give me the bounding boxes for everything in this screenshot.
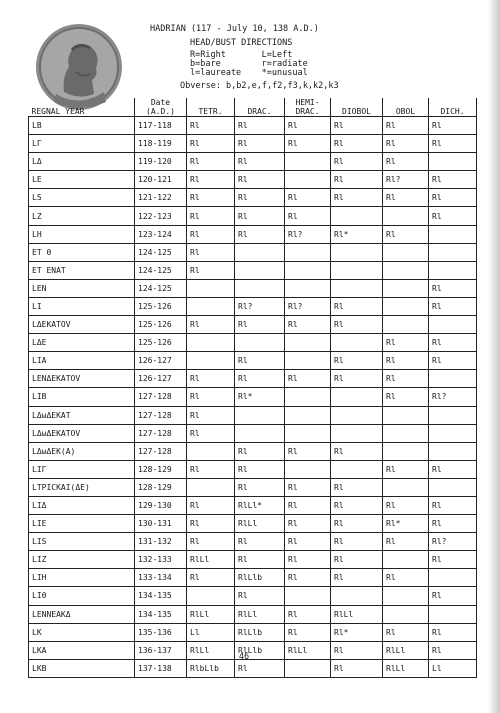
direction-cell [429, 569, 477, 587]
direction-cell: Rl [429, 515, 477, 533]
direction-cell [285, 153, 331, 171]
date-cell: 128-129 [135, 460, 187, 478]
table-row [29, 460, 477, 478]
direction-cell: RlLlb [235, 569, 285, 587]
date-cell: 125-126 [135, 334, 187, 352]
direction-cell: RlLl [187, 605, 235, 623]
direction-cell [429, 261, 477, 279]
regnal-year-cell: LΔEKATOV [29, 316, 135, 334]
page-subtitle: HEAD/BUST DIRECTIONS [190, 38, 293, 48]
table-row [29, 406, 477, 424]
direction-cell [331, 460, 383, 478]
direction-cell: Rl [383, 533, 429, 551]
direction-cell [285, 659, 331, 677]
date-cell: 121-122 [135, 189, 187, 207]
direction-cell: RlLl* [235, 496, 285, 514]
direction-cell: Rl [429, 496, 477, 514]
table-row [29, 388, 477, 406]
direction-cell: Rl [187, 533, 235, 551]
direction-cell: Rl [235, 189, 285, 207]
direction-cell: Rl [235, 225, 285, 243]
direction-cell: Rl [187, 424, 235, 442]
direction-cell [429, 316, 477, 334]
direction-cell: Rl [331, 352, 383, 370]
direction-cell: Rl [383, 388, 429, 406]
direction-cell: Rl [429, 117, 477, 135]
direction-cell: Rl [187, 225, 235, 243]
direction-cell [187, 297, 235, 315]
regnal-year-cell: LIθ [29, 587, 135, 605]
col-header-tetr: TETR. [187, 98, 235, 117]
direction-cell [285, 388, 331, 406]
regnal-year-cell: ET θ [29, 243, 135, 261]
direction-cell: Rl [429, 641, 477, 659]
direction-cell: Rl [187, 460, 235, 478]
direction-cell: Rl [187, 153, 235, 171]
date-cell: 127-128 [135, 442, 187, 460]
date-cell: 126-127 [135, 352, 187, 370]
direction-cell [235, 279, 285, 297]
date-cell: 122-123 [135, 207, 187, 225]
direction-cell: RlbLlb [187, 659, 235, 677]
table-row [29, 334, 477, 352]
table-header-row [29, 98, 477, 117]
direction-cell: Rl [187, 207, 235, 225]
direction-cell [285, 279, 331, 297]
table-row [29, 370, 477, 388]
direction-cell: Rl [187, 388, 235, 406]
direction-cell: RlLl [235, 605, 285, 623]
direction-cell: Rl [285, 569, 331, 587]
direction-cell: Rl [331, 515, 383, 533]
direction-cell: Rl [285, 478, 331, 496]
table-row [29, 551, 477, 569]
direction-cell [383, 605, 429, 623]
direction-cell: Rl? [429, 533, 477, 551]
direction-cell: Rl [383, 496, 429, 514]
direction-cell [285, 243, 331, 261]
direction-cell [383, 406, 429, 424]
table-row [29, 207, 477, 225]
date-cell: 126-127 [135, 370, 187, 388]
regnal-year-cell: LIΔ [29, 496, 135, 514]
direction-cell: RlLl [285, 641, 331, 659]
direction-cell: Rl [235, 478, 285, 496]
direction-cell: Rl [187, 261, 235, 279]
direction-cell: RlLl [383, 641, 429, 659]
regnal-year-cell: LENNEAKΔ [29, 605, 135, 623]
direction-cell [429, 424, 477, 442]
direction-cell: Rl [285, 515, 331, 533]
table-row [29, 605, 477, 623]
direction-cell [429, 442, 477, 460]
direction-cell: Rl* [331, 225, 383, 243]
date-cell: 137-138 [135, 659, 187, 677]
date-cell: 119-120 [135, 153, 187, 171]
regnal-year-cell: LIH [29, 569, 135, 587]
date-cell: 128-129 [135, 478, 187, 496]
date-cell: 132-133 [135, 551, 187, 569]
date-cell: 134-135 [135, 605, 187, 623]
regnal-year-cell: LIA [29, 352, 135, 370]
regnal-year-cell: LIZ [29, 551, 135, 569]
direction-cell: Rl [187, 316, 235, 334]
regnal-year-cell: ET ENAT [29, 261, 135, 279]
regnal-year-cell: LTPICKAI(ΔE) [29, 478, 135, 496]
direction-cell: RlLlb [235, 641, 285, 659]
page-number: 46 [238, 652, 250, 662]
table-row [29, 533, 477, 551]
col-header-drac: DRAC. [235, 98, 285, 117]
date-cell: 130-131 [135, 515, 187, 533]
direction-cell: Rl? [383, 171, 429, 189]
date-cell: 124-125 [135, 279, 187, 297]
col-header-obol: OBOL [383, 98, 429, 117]
direction-cell: Rl [235, 207, 285, 225]
direction-cell: Rl [187, 496, 235, 514]
direction-cell: Rl [331, 478, 383, 496]
col-header-diobol: DIOBOL [331, 98, 383, 117]
direction-cell [235, 261, 285, 279]
direction-cell [383, 587, 429, 605]
regnal-year-cell: LΔωΔEKATOV [29, 424, 135, 442]
table-row [29, 279, 477, 297]
direction-cell: Rl [235, 316, 285, 334]
table-row [29, 623, 477, 641]
table-row [29, 442, 477, 460]
direction-cell: Rl [285, 207, 331, 225]
regnal-year-cell: LKB [29, 659, 135, 677]
direction-cell [383, 442, 429, 460]
date-cell: 117-118 [135, 117, 187, 135]
direction-cell [383, 261, 429, 279]
legend-line: b=bare r=radiate [190, 59, 308, 69]
direction-cell: Rl [331, 297, 383, 315]
direction-cell [187, 587, 235, 605]
direction-cell: Rl [331, 496, 383, 514]
regnal-year-cell: LK [29, 623, 135, 641]
direction-cell: Rl [331, 569, 383, 587]
direction-cell [429, 153, 477, 171]
direction-cell [383, 207, 429, 225]
direction-cell: Rl [285, 551, 331, 569]
date-cell: 125-126 [135, 316, 187, 334]
col-header-hemi-drac: HEMI- DRAC. [285, 98, 331, 117]
regnal-year-cell: LΔωΔEK(A) [29, 442, 135, 460]
direction-cell: Ll [429, 659, 477, 677]
direction-cell: Rl [383, 153, 429, 171]
date-cell: 123-124 [135, 225, 187, 243]
regnal-year-cell: LI [29, 297, 135, 315]
direction-cell: Rl [383, 352, 429, 370]
direction-cell [331, 424, 383, 442]
direction-cell [429, 478, 477, 496]
regnal-year-cell: LΔ [29, 153, 135, 171]
direction-cell: RlLl [235, 515, 285, 533]
direction-cell: Rl [187, 515, 235, 533]
col-header-date: Date (A.D.) [135, 98, 187, 117]
direction-cell: Rl [235, 442, 285, 460]
direction-cell: Rl [331, 370, 383, 388]
direction-cell: Rl [285, 370, 331, 388]
table-row [29, 135, 477, 153]
regnal-year-cell: LIS [29, 533, 135, 551]
direction-cell: Rl [429, 551, 477, 569]
direction-cell: Rl [285, 533, 331, 551]
regnal-year-cell: LΔE [29, 334, 135, 352]
table-row [29, 189, 477, 207]
regnal-year-cell: LE [29, 171, 135, 189]
direction-cell: Rl* [235, 388, 285, 406]
direction-cell [331, 388, 383, 406]
page-edge-shadow [488, 0, 500, 713]
table-row [29, 153, 477, 171]
direction-cell [383, 279, 429, 297]
direction-cell: Rl [235, 533, 285, 551]
date-cell: 120-121 [135, 171, 187, 189]
direction-cell: Rl [331, 189, 383, 207]
direction-cell: Rl [187, 117, 235, 135]
direction-cell: Rl [331, 533, 383, 551]
direction-cell: Rl [383, 225, 429, 243]
table-row [29, 478, 477, 496]
direction-cell [235, 406, 285, 424]
direction-cell [331, 261, 383, 279]
direction-cell: Rl [429, 297, 477, 315]
direction-cell [187, 442, 235, 460]
direction-cell: Rl [235, 352, 285, 370]
direction-cell: Rl [383, 334, 429, 352]
direction-cell [331, 279, 383, 297]
legend-line: l=laureate *=unusual [190, 68, 308, 78]
direction-cell [331, 243, 383, 261]
date-cell: 127-128 [135, 406, 187, 424]
table-row [29, 496, 477, 514]
regnal-year-cell: LZ [29, 207, 135, 225]
col-header-regnal-year: REGNAL YEAR [29, 98, 135, 117]
direction-cell: Rl [429, 352, 477, 370]
direction-cell [187, 334, 235, 352]
direction-cell: Rl [429, 135, 477, 153]
direction-cell: Rl [429, 334, 477, 352]
direction-cell: Rl [187, 370, 235, 388]
direction-cell: Rl [383, 623, 429, 641]
direction-cell [285, 406, 331, 424]
regnal-year-cell: LH [29, 225, 135, 243]
date-cell: 118-119 [135, 135, 187, 153]
direction-cell: RlLl [331, 605, 383, 623]
direction-cell: Rl [429, 189, 477, 207]
direction-cell [383, 424, 429, 442]
direction-cell [285, 460, 331, 478]
direction-cell: Rl [187, 135, 235, 153]
direction-cell: Rl [331, 659, 383, 677]
direction-cell: Rl [429, 207, 477, 225]
table-row [29, 569, 477, 587]
direction-cell: Rl [429, 279, 477, 297]
regnal-year-cell: LS [29, 189, 135, 207]
direction-cell: Rl? [235, 297, 285, 315]
regnal-year-cell: LIE [29, 515, 135, 533]
table-row [29, 225, 477, 243]
direction-cell: Rl [235, 587, 285, 605]
table-row [29, 117, 477, 135]
col-header-dich: DICH. [429, 98, 477, 117]
date-cell: 129-130 [135, 496, 187, 514]
direction-cell: Rl [383, 569, 429, 587]
direction-cell: Rl [187, 243, 235, 261]
direction-cell: Ll [187, 623, 235, 641]
table-row [29, 424, 477, 442]
regnal-year-cell: LΓ [29, 135, 135, 153]
date-cell: 135-136 [135, 623, 187, 641]
direction-cell: Rl [429, 587, 477, 605]
direction-cell [235, 334, 285, 352]
direction-cell: Rl [285, 623, 331, 641]
table-row [29, 659, 477, 677]
date-cell: 127-128 [135, 388, 187, 406]
direction-cell: Rl* [383, 515, 429, 533]
direction-cell [429, 406, 477, 424]
table-row [29, 297, 477, 315]
direction-cell: Rl [383, 117, 429, 135]
direction-cell: Rl [429, 623, 477, 641]
direction-cell [285, 334, 331, 352]
direction-cell: RlLlb [235, 623, 285, 641]
direction-cell: Rl [285, 605, 331, 623]
direction-cell: Rl [331, 641, 383, 659]
table-row [29, 316, 477, 334]
direction-cell: Rl [331, 153, 383, 171]
direction-cell: Rl [187, 189, 235, 207]
direction-cell: RlLl [383, 659, 429, 677]
direction-cell: Rl [285, 117, 331, 135]
direction-cell: Rl [331, 316, 383, 334]
direction-cell: Rl [429, 460, 477, 478]
regnal-year-cell: LΔωΔEKAT [29, 406, 135, 424]
direction-cell: Rl [383, 189, 429, 207]
direction-cell [187, 352, 235, 370]
date-cell: 136-137 [135, 641, 187, 659]
regnal-year-table [28, 98, 477, 678]
direction-cell [383, 243, 429, 261]
direction-cell: Rl [235, 171, 285, 189]
direction-cell [383, 297, 429, 315]
table-row [29, 352, 477, 370]
table-row [29, 243, 477, 261]
direction-cell [285, 261, 331, 279]
date-cell: 133-134 [135, 569, 187, 587]
direction-cell [331, 587, 383, 605]
direction-cell [383, 551, 429, 569]
direction-cell [235, 424, 285, 442]
direction-cell [235, 243, 285, 261]
page-title: HADRIAN (117 - July 10, 138 A.D.) [150, 24, 319, 34]
direction-cell [187, 279, 235, 297]
direction-cell [285, 171, 331, 189]
direction-cell [383, 316, 429, 334]
regnal-year-cell: LEN [29, 279, 135, 297]
direction-cell: Rl [383, 370, 429, 388]
direction-cell: Rl [235, 370, 285, 388]
direction-cell: Rl [429, 171, 477, 189]
date-cell: 134-135 [135, 587, 187, 605]
direction-cell: Rl [331, 117, 383, 135]
direction-cell: Rl [187, 406, 235, 424]
direction-cell [331, 334, 383, 352]
regnal-year-cell: LB [29, 117, 135, 135]
direction-cell: Rl [331, 135, 383, 153]
direction-cell [285, 424, 331, 442]
regnal-year-cell: LENΔEKATOV [29, 370, 135, 388]
table-row [29, 587, 477, 605]
direction-cell: Rl [235, 135, 285, 153]
direction-cell: Rl [383, 460, 429, 478]
direction-cell: RlLl [187, 551, 235, 569]
direction-cell: Rl? [429, 388, 477, 406]
direction-cell [429, 605, 477, 623]
direction-cell: Rl [235, 117, 285, 135]
direction-cell: Rl [285, 496, 331, 514]
regnal-year-cell: LIΓ [29, 460, 135, 478]
direction-cell: RlLl [187, 641, 235, 659]
direction-cell [331, 207, 383, 225]
obverse-list: Obverse: b,b2,e,f,f2,f3,k,k2,k3 [180, 81, 339, 91]
direction-cell [285, 587, 331, 605]
direction-cell: Rl [285, 316, 331, 334]
direction-cell [285, 352, 331, 370]
direction-cell: Rl* [331, 623, 383, 641]
table-row [29, 515, 477, 533]
direction-cell [331, 406, 383, 424]
direction-cell: Rl [331, 171, 383, 189]
regnal-year-cell: LKA [29, 641, 135, 659]
date-cell: 127-128 [135, 424, 187, 442]
direction-cell: Rl [235, 153, 285, 171]
direction-cell [383, 478, 429, 496]
direction-cell: Rl? [285, 225, 331, 243]
direction-cell: Rl [285, 442, 331, 460]
regnal-year-cell: LIB [29, 388, 135, 406]
direction-cell: Rl [383, 135, 429, 153]
direction-cell [429, 225, 477, 243]
direction-cell: Rl [285, 135, 331, 153]
date-cell: 124-125 [135, 261, 187, 279]
direction-cell: Rl [285, 189, 331, 207]
direction-cell: Rl [187, 569, 235, 587]
direction-cell: Rl [331, 551, 383, 569]
direction-cell: Rl [235, 659, 285, 677]
legend-line: R=Right L=Left [190, 50, 293, 60]
direction-cell: Rl [331, 442, 383, 460]
direction-cell: Rl [187, 171, 235, 189]
date-cell: 125-126 [135, 297, 187, 315]
direction-cell [187, 478, 235, 496]
direction-cell [429, 243, 477, 261]
date-cell: 131-132 [135, 533, 187, 551]
table-row [29, 171, 477, 189]
direction-cell: Rl [235, 551, 285, 569]
direction-cell [429, 370, 477, 388]
table-row [29, 261, 477, 279]
direction-cell: Rl? [285, 297, 331, 315]
direction-cell: Rl [235, 460, 285, 478]
table-body [29, 117, 477, 678]
date-cell: 124-125 [135, 243, 187, 261]
